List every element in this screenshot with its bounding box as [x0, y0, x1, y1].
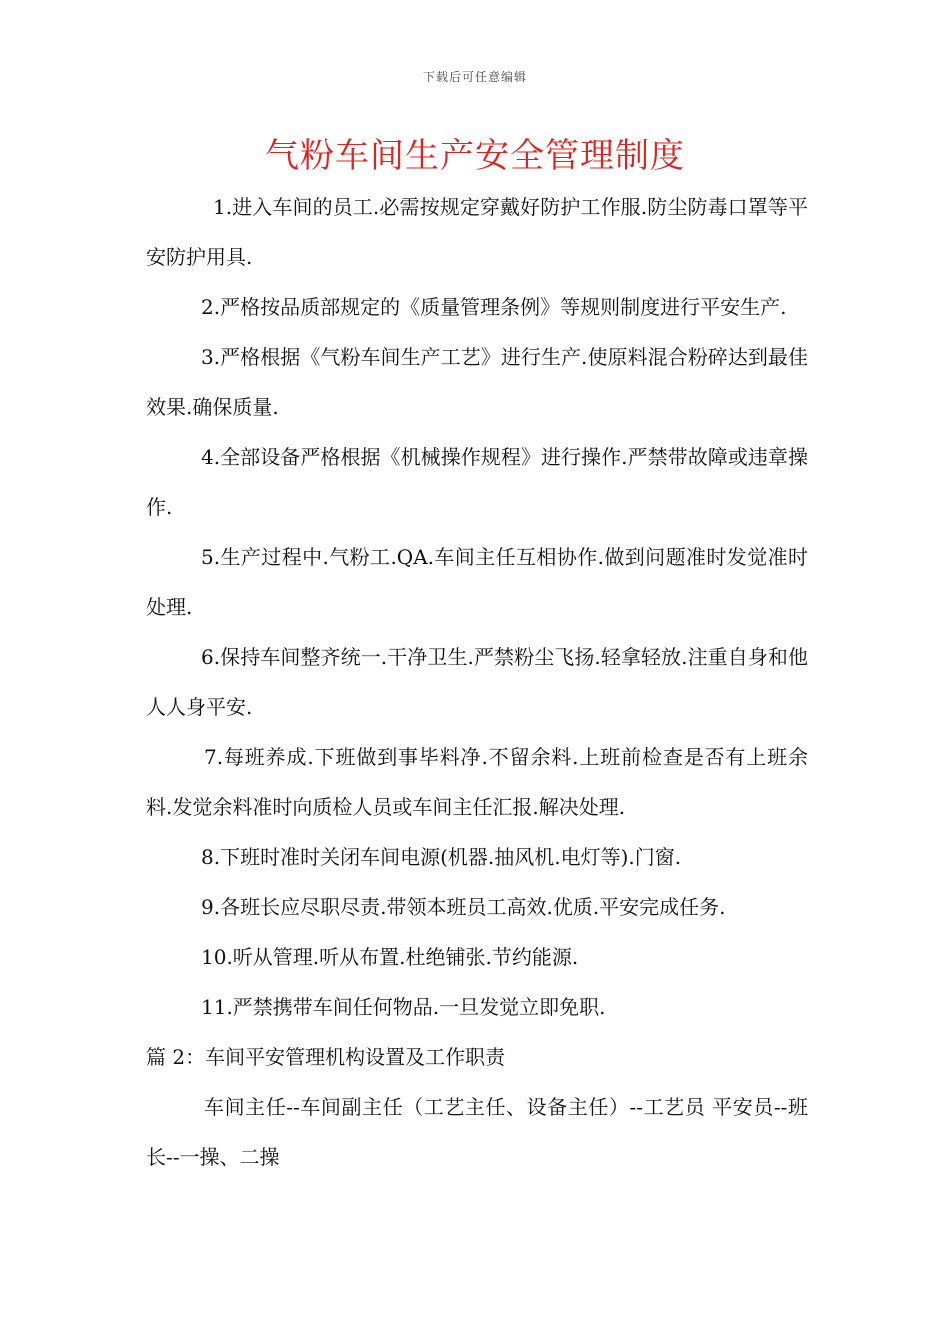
document-title: 气粉车间生产安全管理制度: [265, 136, 685, 176]
rule-paragraph: 7.每班养成.下班做到事毕料净.不留余料.上班前检查是否有上班余料.发觉余料准时向质检人员或车间主任汇报.解决处理.: [146, 745, 808, 819]
rule-paragraph: 9.各班长应尽职尽责.带领本班员工高效.优质.平安完成任务.: [201, 895, 726, 919]
document-body: [146, 182, 808, 1182]
rule-paragraph: 3.严格根据《气粉车间生产工艺》进行生产.使原料混合粉碎达到最佳效果.确保质量.: [146, 345, 808, 419]
rule-paragraph: 8.下班时准时关闭车间电源(机器.抽风机.电灯等).门窗.: [201, 845, 682, 869]
rule-paragraph: 4.全部设备严格根据《机械操作规程》进行操作.严禁带故障或违章操作.: [146, 445, 808, 519]
rule-paragraph: 6.保持车间整齐统一.干净卫生.严禁粉尘飞扬.轻拿轻放.注重自身和他人人身平安.: [146, 645, 808, 719]
section-paragraph: 车间主任--车间副主任（工艺主任、设备主任）--工艺员 平安员--班长--一操、二操: [146, 1095, 808, 1169]
rule-paragraph: 11.严禁携带车间任何物品.一旦发觉立即免职.: [201, 995, 606, 1019]
rule-paragraph: 5.生产过程中.气粉工.QA.车间主任互相协作.做到问题准时发觉准时处理.: [146, 545, 808, 619]
section-heading: 篇 2：车间平安管理机构设置及工作职责: [146, 1045, 506, 1069]
rule-paragraph: 2.严格按品质部规定的《质量管理条例》等规则制度进行平安生产.: [201, 295, 787, 319]
header-note: 下载后可任意编辑: [422, 70, 527, 84]
rule-paragraph: 10.听从管理.听从布置.杜绝铺张.节约能源.: [201, 945, 579, 969]
rule-paragraph: 1.进入车间的员工.必需按规定穿戴好防护工作服.防尘防毒口罩等平安防护用具.: [146, 195, 808, 269]
